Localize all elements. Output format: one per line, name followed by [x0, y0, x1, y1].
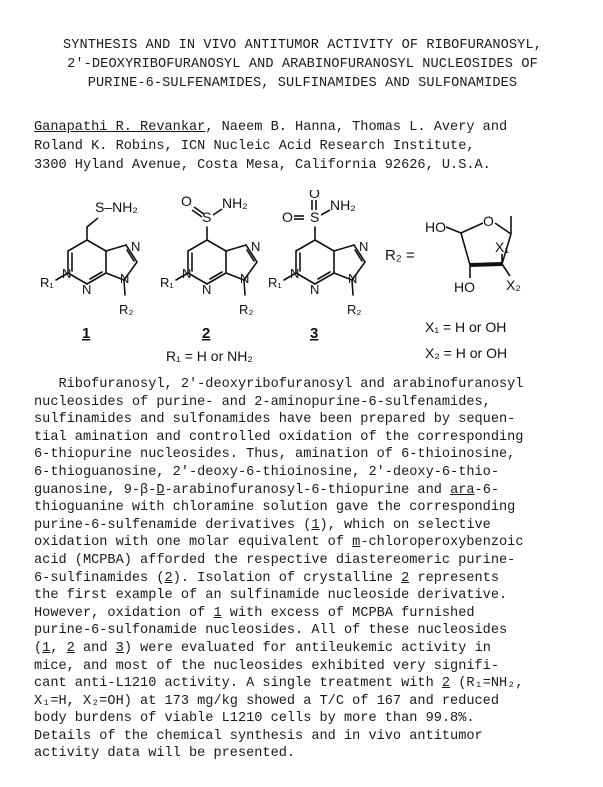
abstract-line: mice, and most of the nucleosides exhibited very signifi- — [34, 658, 499, 674]
abstract-line: 6-thiopurine nucleosides. Thus, amination of 6-thioinosine, — [34, 447, 516, 463]
ring-nitrogen: N — [348, 271, 358, 286]
compound-1-structure — [40, 199, 140, 342]
abstract-line — [34, 605, 594, 623]
ring-nitrogen: N — [82, 282, 92, 297]
ring-oxygen: O — [483, 213, 494, 229]
abstract-line: purine-6-sulfonamide nucleosides. All of these nucleosides — [34, 623, 508, 639]
oxygen-atom: O — [181, 193, 192, 209]
sulfur-atom: S — [202, 209, 212, 225]
abstract-body — [34, 376, 594, 763]
abstract-line: tial amination and controlled oxidation of the corresponding — [34, 429, 524, 445]
paper-title — [30, 36, 575, 93]
abstract-line — [34, 570, 594, 588]
compound-2-structure — [160, 193, 260, 364]
x1-definition: X₁ = H or OH — [425, 319, 507, 335]
abstract-line: body burdens of viable L1210 cells by more than 99.8%. — [34, 711, 475, 727]
text-span: However, oxidation of — [34, 605, 214, 621]
r1-definition: R₁ = H or NH₂ — [166, 348, 253, 364]
sulfenamide-group: S–NH₂ — [95, 199, 138, 215]
compound-ref: 3 — [115, 640, 124, 656]
text-span: oxidation with one molar equivalent of — [34, 535, 353, 551]
text-span: ). Isolation of crystalline — [172, 570, 402, 586]
text-span: purine-6-sulfenamide derivatives ( — [34, 517, 312, 533]
x2-definition: X₂ = H or OH — [425, 345, 508, 361]
ring-nitrogen: N — [240, 271, 250, 286]
compound-3-structure — [268, 190, 368, 342]
abstract-line: sulfinamides and sulfonamides have been prepared by sequen- — [34, 412, 516, 428]
text-span: cant anti-L1210 activity. A single treatment with — [34, 676, 442, 692]
ring-nitrogen: N — [310, 282, 320, 297]
compound-ref: 2 — [401, 570, 410, 586]
r2-label: R₂ — [239, 302, 254, 317]
abstract-line — [34, 640, 594, 658]
text-span: and — [74, 640, 116, 656]
hydroxyl-label: HO — [454, 279, 475, 295]
title-line: SYNTHESIS AND IN VIVO ANTITUMOR ACTIVITY OF RIBOFURANOSYL, — [63, 38, 542, 53]
r1-label: R₁ — [268, 275, 282, 290]
text-span: -chloroperoxybenzoic — [360, 535, 524, 551]
r2-label: R₂ — [119, 302, 134, 317]
oxygen-atom: O — [309, 190, 320, 201]
compound-ref: 2 — [441, 676, 451, 692]
affiliation-line: Roland K. Robins, ICN Nucleic Acid Research Institute, — [34, 139, 475, 154]
hydroxyl-label: HO — [425, 219, 446, 235]
ring-nitrogen: N — [202, 282, 212, 297]
text-span: ), which on selective — [319, 517, 491, 533]
text-span: -6- — [474, 482, 500, 498]
compound-number: 3 — [310, 325, 319, 342]
sulfur-atom: S — [310, 209, 320, 225]
oxygen-atom: O — [282, 209, 293, 225]
title-line: PURINE-6-SULFENAMIDES, SULFINAMIDES AND SULFONAMIDES — [87, 76, 518, 91]
structures-svg — [40, 190, 570, 370]
title-line: 2'-DEOXYRIBOFURANOSYL AND ARABINOFURANOSYL NUCLEOSIDES OF — [67, 57, 538, 72]
abstract-line — [34, 517, 594, 535]
text-span: -arabinofuranosyl-6-thiopurine and — [164, 482, 451, 498]
abstract-line: Ribofuranosyl, 2'-deoxyribofuranosyl and arabinofuranosyl — [34, 377, 524, 392]
text-span: guanosine, 9-β- — [34, 482, 157, 498]
author-block — [34, 118, 579, 175]
x2-label: X₂ — [506, 277, 521, 293]
x1-label: X₁ — [495, 239, 510, 255]
author-line — [34, 118, 579, 137]
abstract-line: the first example of an sulfinamide nucleoside derivative. — [34, 588, 508, 604]
abstract-line — [34, 534, 594, 552]
compound-ref: 2 — [164, 570, 173, 586]
sugar-structure — [385, 213, 521, 361]
compound-ref: 1 — [311, 517, 320, 533]
coauthors: , Naeem B. Hanna, Thomas L. Avery and — [205, 120, 508, 135]
presenting-author: Ganapathi R. Revankar — [34, 120, 206, 135]
r2-label: R₂ — [347, 302, 362, 317]
text-span: D — [156, 482, 165, 498]
ring-nitrogen: N — [120, 271, 130, 286]
compound-ref: 1 — [42, 640, 51, 656]
r1-label: R₁ — [40, 275, 54, 290]
ring-nitrogen: N — [251, 239, 261, 254]
ring-nitrogen: N — [359, 239, 369, 254]
abstract-line: 6-thioguanosine, 2'-deoxy-6-thioinosine, 2'-deoxy-6-thio- — [34, 464, 499, 480]
abstract-line: acid (MCPBA) afforded the respective diastereomeric purine- — [34, 552, 516, 568]
compound-ref: 2 — [66, 640, 75, 656]
ring-nitrogen: N — [290, 266, 300, 281]
compound-ref: 1 — [213, 605, 222, 621]
r1-label: R₁ — [160, 275, 174, 290]
abstract-line: activity data will be presented. — [34, 746, 296, 762]
compound-number: 2 — [202, 325, 211, 342]
amine-group: NH₂ — [330, 197, 356, 213]
abstract-line — [34, 482, 594, 500]
chemical-structures-figure — [40, 190, 570, 370]
ring-nitrogen: N — [62, 266, 72, 281]
abstract-line: X₁=H, X₂=OH) at 173 mg/kg showed a T/C of 167 and reduced — [34, 693, 499, 709]
abstract-line: nucleosides of purine- and 2-aminopurine-6-sulfenamides, — [34, 394, 491, 410]
r2-equals-label: R₂ = — [385, 247, 415, 264]
text-span: represents — [409, 570, 500, 586]
amine-group: NH₂ — [222, 195, 248, 211]
text-span: 6-sulfinamides ( — [34, 570, 165, 586]
text-span: , — [50, 640, 67, 656]
text-span: (R₁=NH₂, — [450, 676, 524, 692]
text-span: ara — [450, 482, 475, 498]
text-span: with excess of MCPBA furnished — [221, 605, 475, 621]
abstract-line — [34, 675, 594, 693]
abstract-line: thioguanine with chloramine solution gave the corresponding — [34, 500, 516, 516]
ring-nitrogen: N — [182, 266, 192, 281]
text-span: ( — [34, 640, 43, 656]
compound-number: 1 — [82, 325, 91, 342]
text-span: ) were evaluated for antileukemic activity in — [123, 640, 491, 656]
abstract-line: Details of the chemical synthesis and in vivo antitumor — [34, 728, 483, 744]
text-span: m — [352, 535, 361, 551]
address-line: 3300 Hyland Avenue, Costa Mesa, California 92626, U.S.A. — [34, 158, 491, 173]
ring-nitrogen: N — [131, 239, 141, 254]
